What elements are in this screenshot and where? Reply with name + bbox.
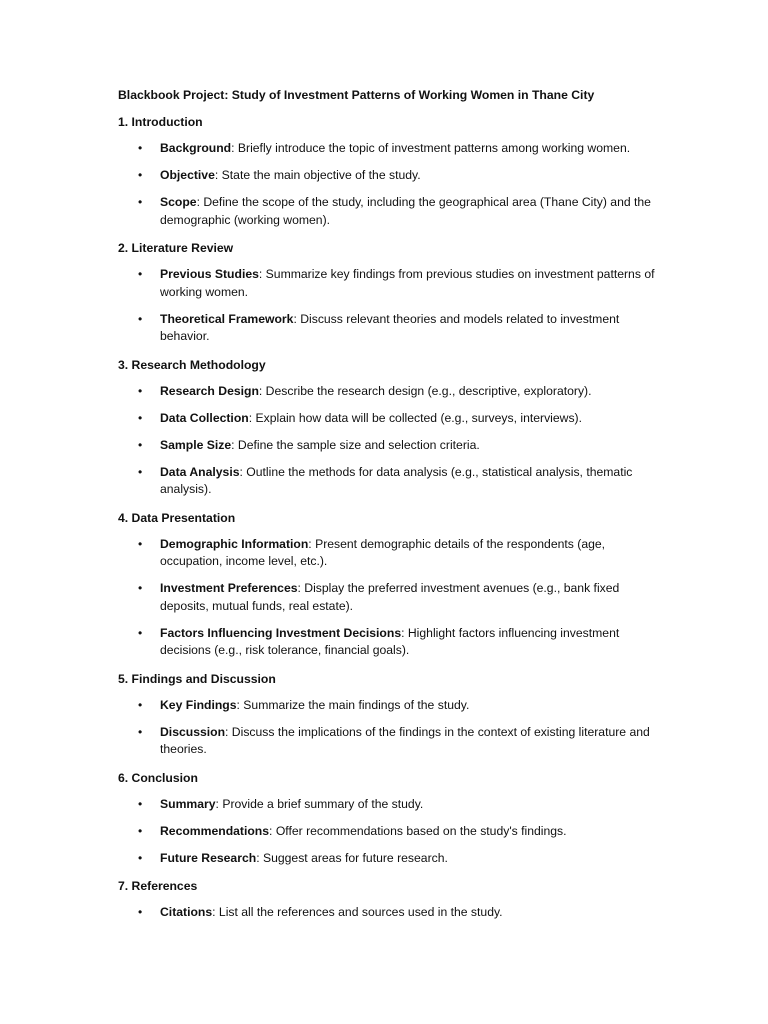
bullet-term: Summary: [160, 796, 216, 811]
bullet-term: Scope: [160, 195, 197, 209]
list-item: [118, 796, 658, 814]
bullet-icon: •: [138, 464, 143, 479]
bullet-term: Background: [160, 141, 232, 155]
section-heading: 5. Findings and Discussion: [118, 671, 276, 686]
section-heading: 2. Literature Review: [118, 241, 234, 255]
list-item: [118, 580, 658, 615]
bullet-list: [118, 266, 658, 346]
list-item: [118, 625, 658, 660]
section-heading: 6. Conclusion: [118, 770, 198, 785]
bullet-text: : Briefly introduce the topic of investment patterns among working women.: [231, 141, 631, 155]
sections-container: [118, 113, 658, 922]
bullet-text: : Describe the research design (e.g., descriptive, exploratory).: [258, 383, 592, 398]
bullet-list: [118, 796, 658, 868]
bullet-term: Citations: [160, 905, 213, 919]
list-item: [118, 437, 658, 455]
bullet-term: Discussion: [160, 724, 226, 739]
bullet-icon: •: [138, 311, 143, 326]
bullet-text: : Offer recommendations based on the study's findings.: [269, 823, 567, 838]
bullet-icon: •: [138, 195, 143, 209]
bullet-term: Data Collection: [160, 410, 249, 425]
section: [118, 113, 658, 229]
list-item: [118, 194, 658, 229]
list-item: [118, 536, 658, 571]
bullet-icon: •: [138, 724, 143, 739]
bullet-text: : Provide a brief summary of the study.: [215, 796, 424, 811]
bullet-term: Recommendations: [160, 823, 270, 838]
bullet-term: Factors Influencing Investment Decisions: [160, 625, 402, 640]
bullet-text: : Summarize key findings from previous studies on investment patterns of working women.: [160, 267, 655, 299]
section-heading: 3. Research Methodology: [118, 357, 266, 372]
section-heading: 1. Introduction: [118, 115, 203, 129]
bullet-term: Previous Studies: [160, 267, 259, 281]
bullet-icon: •: [138, 383, 143, 398]
bullet-text: : Summarize the main findings of the study.: [236, 697, 470, 712]
bullet-icon: •: [138, 581, 143, 595]
bullet-icon: •: [138, 796, 143, 811]
bullet-term: Data Analysis: [160, 464, 240, 479]
bullet-list: [118, 904, 658, 922]
bullet-term: Theoretical Framework: [160, 311, 294, 326]
bullet-term: Sample Size: [160, 437, 232, 452]
list-item: [118, 464, 658, 499]
list-item: [118, 167, 658, 185]
bullet-icon: •: [138, 536, 143, 551]
bullet-list: [118, 383, 658, 499]
bullet-term: Demographic Information: [160, 536, 309, 551]
bullet-term: Research Design: [160, 383, 259, 398]
list-item: [118, 850, 658, 868]
bullet-icon: •: [138, 168, 143, 182]
bullet-text: : Display the preferred investment avenues (e.g., bank fixed deposits, mutual funds, real estate).: [160, 581, 620, 613]
bullet-text: : Define the sample size and selection criteria.: [231, 437, 480, 452]
section: [118, 670, 658, 759]
bullet-text: : Highlight factors influencing investment decisions (e.g., risk tolerance, financial goals).: [160, 625, 620, 657]
section-heading: 7. References: [118, 879, 198, 893]
bullet-text: : Discuss the implications of the findings in the context of existing literature and theories.: [160, 724, 650, 756]
list-item: [118, 904, 658, 922]
bullet-icon: •: [138, 697, 143, 712]
list-item: [118, 697, 658, 715]
bullet-text: : State the main objective of the study.: [214, 168, 421, 182]
section: [118, 509, 658, 660]
bullet-icon: •: [138, 410, 143, 425]
bullet-icon: •: [138, 905, 143, 919]
bullet-term: Objective: [160, 168, 215, 182]
bullet-icon: •: [138, 437, 143, 452]
list-item: [118, 410, 658, 428]
list-item: [118, 311, 658, 346]
section: [118, 356, 658, 499]
bullet-icon: •: [138, 625, 143, 640]
list-item: [118, 266, 658, 301]
list-item: [118, 140, 658, 158]
bullet-text: : Define the scope of the study, including the geographical area (Thane City) and the demographic (working women).: [160, 195, 651, 227]
bullet-text: : Suggest areas for future research.: [256, 850, 448, 865]
bullet-text: : Discuss relevant theories and models related to investment behavior.: [160, 311, 620, 343]
bullet-list: [118, 140, 658, 229]
bullet-list: [118, 697, 658, 759]
section: [118, 239, 658, 346]
bullet-text: : Present demographic details of the respondents (age, occupation, income level, etc.).: [160, 536, 606, 568]
bullet-icon: •: [138, 267, 143, 281]
section: [118, 877, 658, 922]
section-heading: 4. Data Presentation: [118, 510, 236, 525]
bullet-term: Future Research: [160, 850, 257, 865]
bullet-icon: •: [138, 823, 143, 838]
bullet-icon: •: [138, 141, 143, 155]
bullet-term: Investment Preferences: [160, 581, 298, 595]
bullet-icon: •: [138, 850, 143, 865]
document-page: [118, 86, 658, 932]
bullet-text: : List all the references and sources used in the study.: [212, 905, 503, 919]
section: [118, 769, 658, 868]
bullet-term: Key Findings: [160, 697, 237, 712]
list-item: [118, 724, 658, 759]
list-item: [118, 383, 658, 401]
bullet-list: [118, 536, 658, 660]
bullet-text: : Outline the methods for data analysis (e.g., statistical analysis, thematic analysis).: [160, 464, 633, 496]
bullet-text: : Explain how data will be collected (e.g., surveys, interviews).: [248, 410, 582, 425]
list-item: [118, 823, 658, 841]
document-title: Blackbook Project: Study of Investment Patterns of Working Women in Thane City: [118, 88, 595, 102]
